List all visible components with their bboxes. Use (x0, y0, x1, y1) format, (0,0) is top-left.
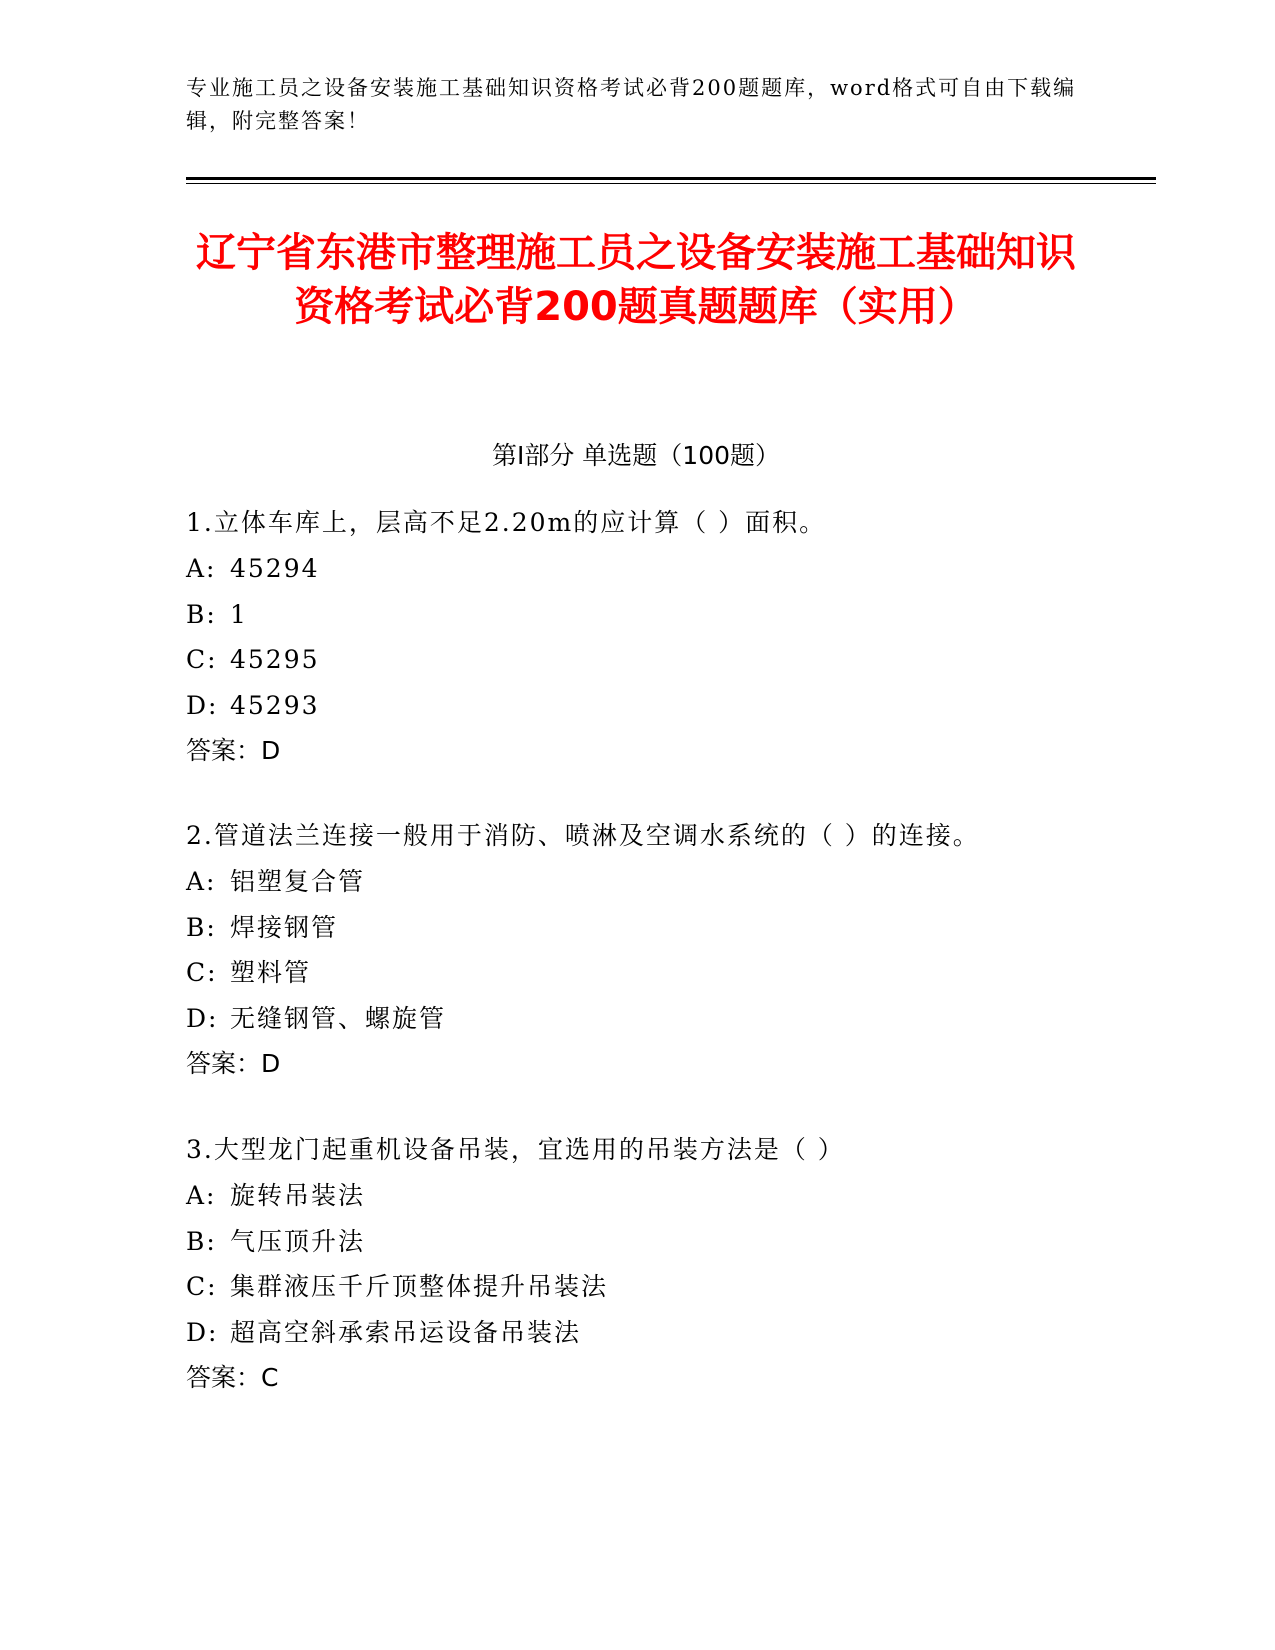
option-text: 无缝钢管、螺旋管 (230, 1003, 447, 1033)
option-key: D: (186, 1003, 219, 1033)
question-3 (186, 1127, 1146, 1401)
option-text: 旋转吊装法 (230, 1181, 366, 1210)
option-key: A: (186, 867, 217, 896)
option-text: 塑料管 (230, 958, 312, 987)
option-key: D: (186, 690, 219, 720)
option-key: C: (186, 645, 218, 674)
question-1 (186, 500, 1146, 774)
option-key: C: (186, 958, 218, 987)
option-text: 铝塑复合管 (230, 867, 366, 896)
option-text: 45293 (230, 690, 320, 720)
document-title: 辽宁省东港市整理施工员之设备安装施工基础知识资格考试必背200题真题题库（实用） (196, 230, 1076, 330)
option-key: A: (186, 554, 217, 583)
option-key: C: (186, 1272, 218, 1301)
question-stem: 1.立体车库上，层高不足2.20m的应计算（ ）面积。 (186, 508, 827, 537)
option-a (186, 859, 1146, 905)
option-text: 45295 (230, 645, 320, 674)
option-d (186, 683, 1146, 729)
question-stem: 2.管道法兰连接一般用于消防、喷淋及空调水系统的（ ）的连接。 (186, 821, 980, 850)
option-key: A: (186, 1181, 217, 1210)
option-c (186, 1264, 1146, 1310)
option-b (186, 905, 1146, 951)
header-note: 专业施工员之设备安装施工基础知识资格考试必背200题题库，word格式可自由下载编辑，附完整答案！ (186, 76, 1077, 133)
option-d (186, 996, 1146, 1042)
option-b (186, 1219, 1146, 1265)
option-text: 焊接钢管 (230, 912, 339, 942)
answer: 答案：D (186, 1049, 281, 1078)
option-key: B: (186, 1226, 217, 1256)
option-c (186, 637, 1146, 683)
header-divider-thin (186, 183, 1156, 184)
option-a (186, 1173, 1146, 1219)
answer: 答案：D (186, 736, 281, 765)
section-heading: 第Ⅰ部分 单选题（100题） (491, 441, 781, 470)
option-c (186, 950, 1146, 996)
option-text: 集群液压千斤顶整体提升吊装法 (230, 1272, 609, 1301)
option-text: 1 (230, 599, 248, 629)
option-text: 气压顶升法 (230, 1226, 366, 1256)
question-2 (186, 813, 1146, 1087)
option-text: 超高空斜承索吊运设备吊装法 (230, 1317, 582, 1347)
answer: 答案：C (186, 1363, 279, 1392)
option-key: D: (186, 1317, 219, 1347)
option-key: B: (186, 912, 217, 942)
option-text: 45294 (230, 554, 320, 583)
header-divider-thick (186, 177, 1156, 180)
option-a (186, 546, 1146, 592)
question-stem: 3.大型龙门起重机设备吊装，宜选用的吊装方法是（ ） (186, 1135, 845, 1164)
option-b (186, 592, 1146, 638)
option-d (186, 1310, 1146, 1356)
option-key: B: (186, 599, 217, 629)
